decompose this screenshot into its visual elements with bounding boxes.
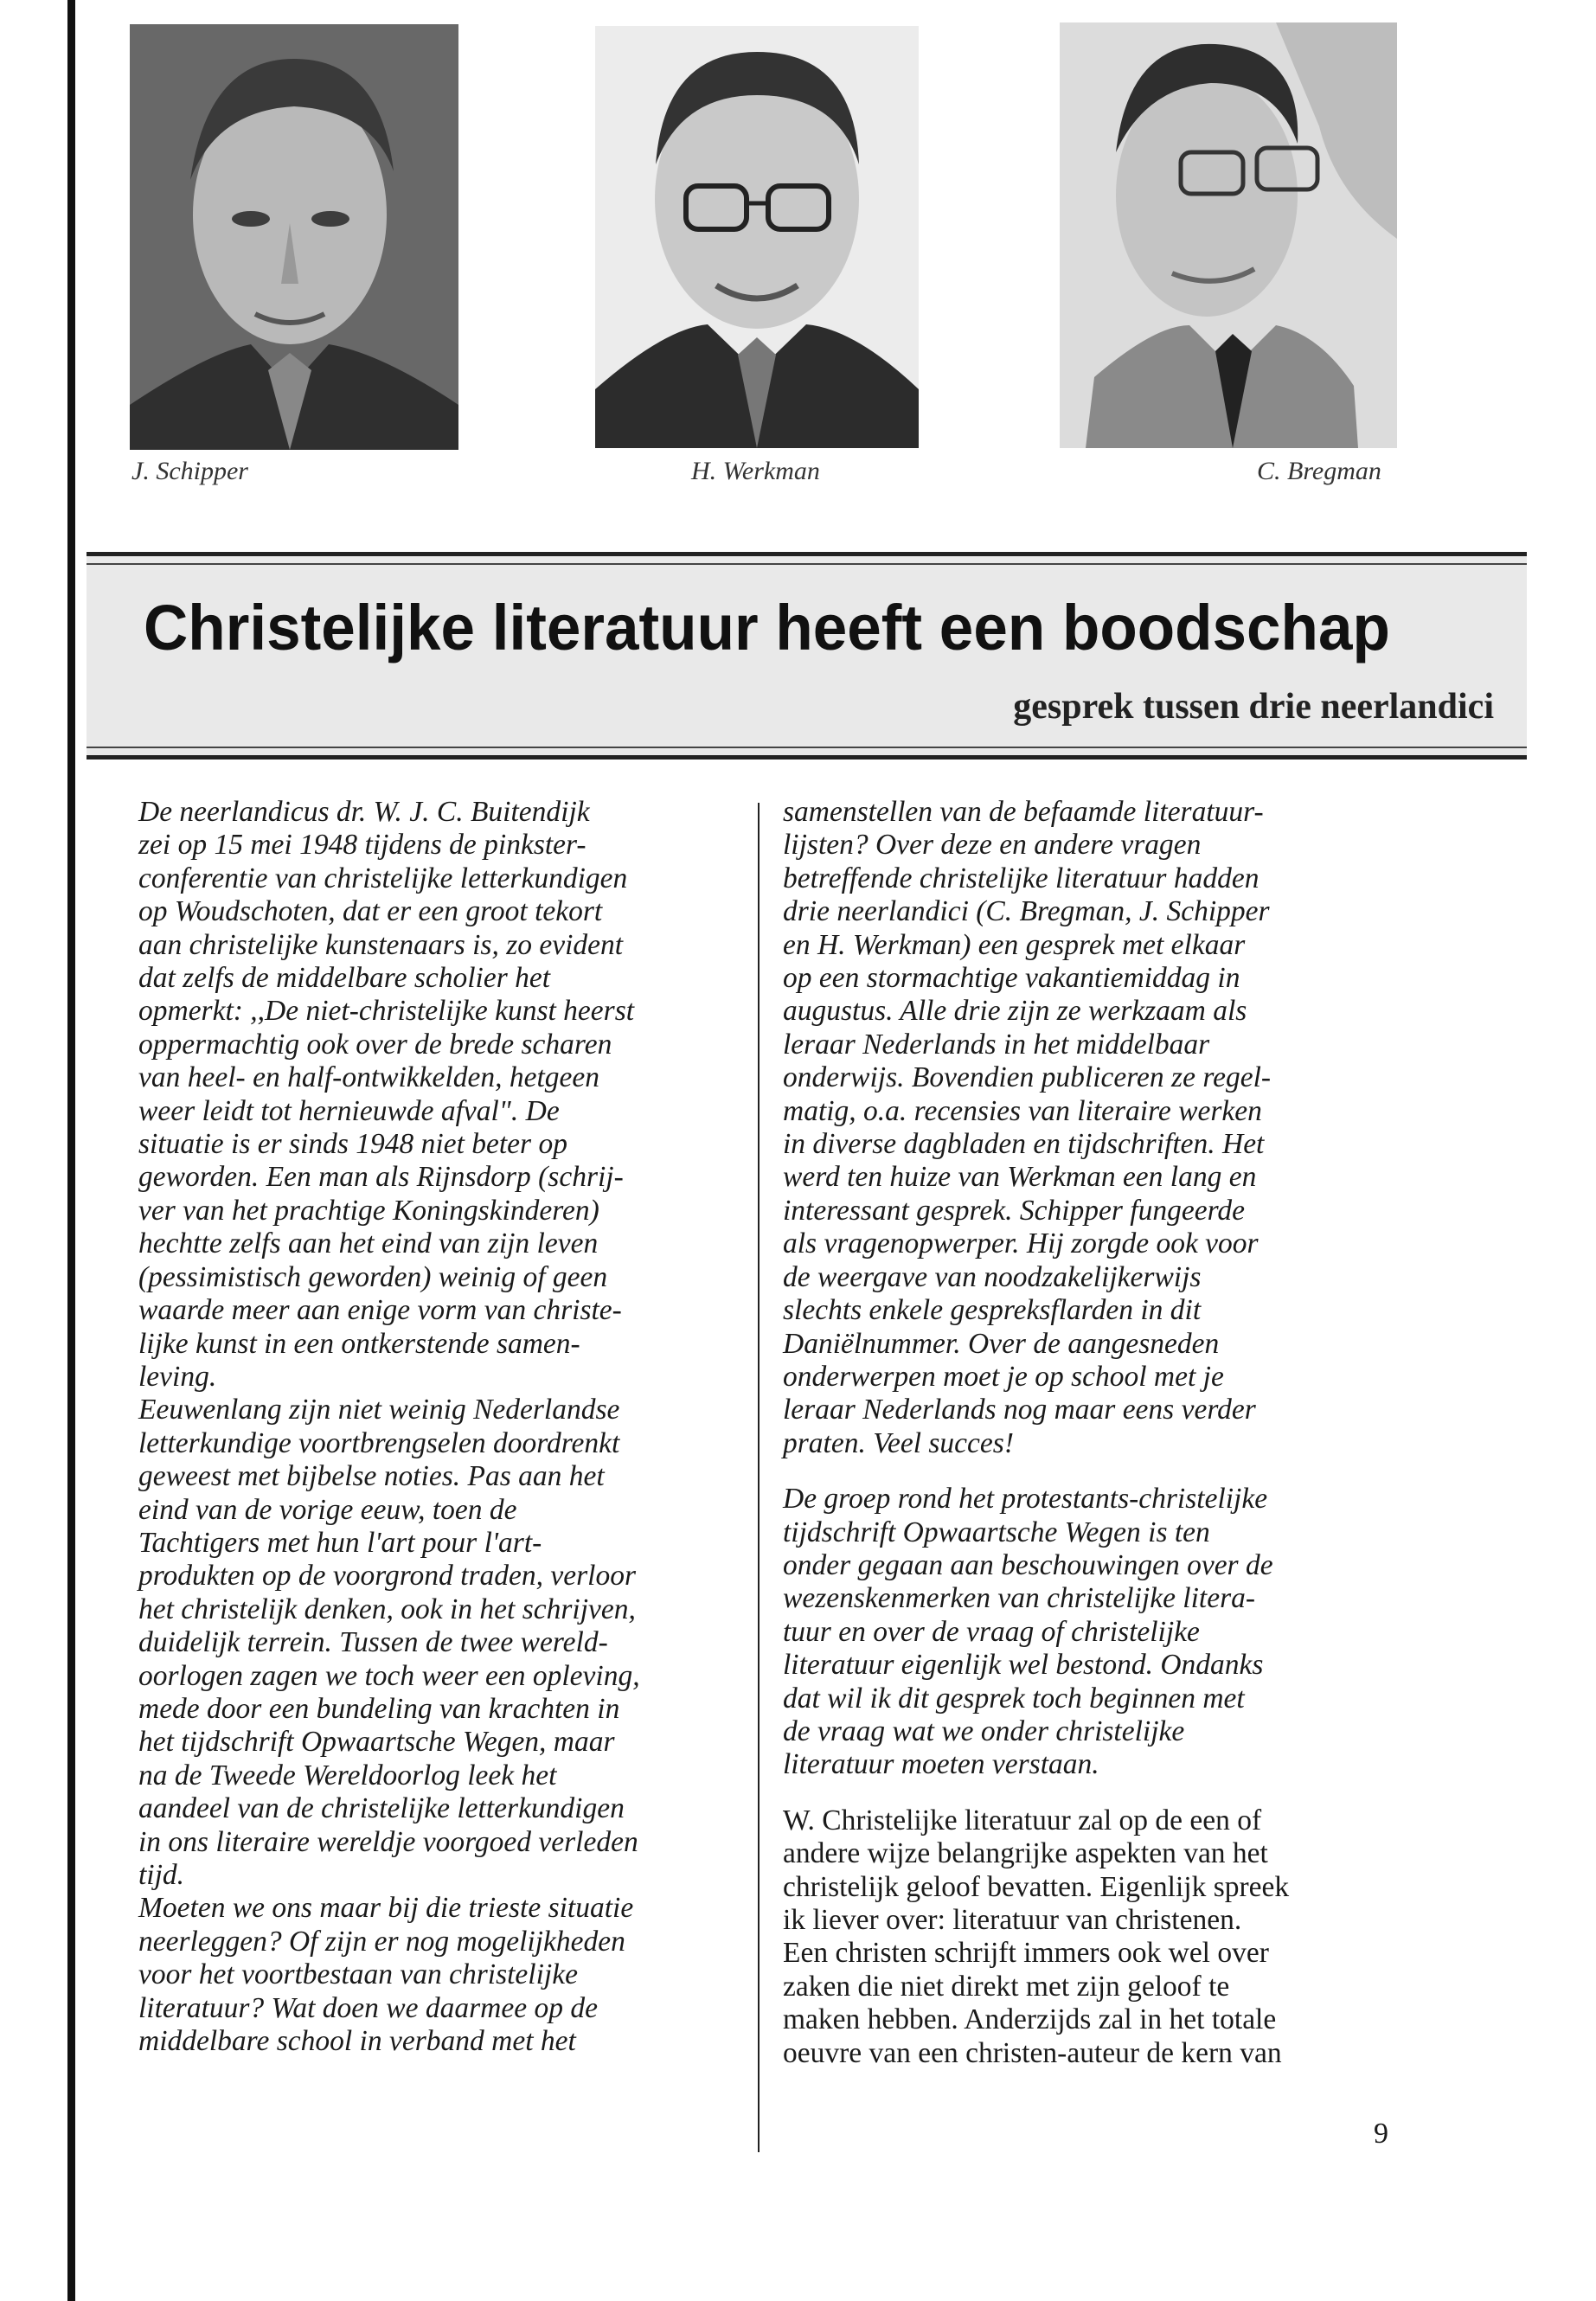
text-line: werd ten huize van Werkman een lang en — [783, 1161, 1257, 1194]
text-line: praten. Veel succes! — [783, 1426, 1014, 1459]
text-line: dat wil ik dit gesprek toch beginnen met — [783, 1682, 1245, 1715]
paragraph-gap — [783, 1782, 1388, 1804]
text-line: andere wijze belangrijke aspekten van het — [783, 1837, 1268, 1870]
text-line: betreffende christelijke literatuur hadden — [783, 862, 1259, 894]
text-line: als vragenopwerper. Hij zorgde ook voor — [783, 1227, 1259, 1260]
column-divider — [758, 803, 760, 2152]
text-line: ik liever over: literatuur van christenen. — [783, 1904, 1242, 1936]
portrait-photo-werkman — [595, 26, 919, 448]
text-line: eind van de vorige eeuw, toen de — [138, 1493, 517, 1526]
article-subtitle: gesprek tussen drie neerlandici — [1013, 687, 1494, 727]
text-line: tuur en over de vraag of christelijke — [783, 1615, 1200, 1648]
text-line: oeuvre van een christen-auteur de kern van — [783, 2036, 1282, 2069]
text-line: Een christen schrijft immers ook wel over — [783, 1937, 1269, 1970]
text-line: de vraag wat we onder christelijke — [783, 1715, 1185, 1747]
text-line: weer leidt tot hernieuwde afval". De — [138, 1094, 560, 1127]
text-line: van heel- en half-ontwikkelden, hetgeen — [138, 1061, 599, 1094]
text-line: na de Tweede Wereldoorlog leek het — [138, 1759, 557, 1791]
title-rule-top — [87, 563, 1527, 565]
text-line: aandeel van de christelijke letterkundigen — [138, 1792, 625, 1825]
text-line: het christelijk denken, ook in het schrijven, — [138, 1593, 636, 1625]
title-band — [87, 552, 1527, 760]
text-line: augustus. Alle drie zijn ze werkzaam als — [783, 995, 1247, 1028]
text-line: letterkundige voortbrengselen doordrenkt — [138, 1426, 620, 1459]
text-line: voor het voortbestaan van christelijke — [138, 1958, 578, 1991]
text-line: De neerlandicus dr. W. J. C. Buitendijk — [138, 796, 590, 828]
text-line: literatuur? Wat doen we daarmee op de — [138, 1991, 598, 2024]
title-rule-bottom — [87, 747, 1527, 748]
text-line: de weergave van noodzakelijkerwijs — [783, 1260, 1202, 1293]
text-line: in ons literaire wereldje voorgoed verleden — [138, 1825, 638, 1858]
text-line: matig, o.a. recensies van literaire werken — [783, 1094, 1262, 1127]
text-line: opmerkt: ,,De niet-christelijke kunst heerst — [138, 995, 635, 1028]
text-line: slechts enkele gespreksflarden in dit — [783, 1294, 1202, 1327]
text-line: Moeten we ons maar bij die trieste situatie — [138, 1892, 634, 1925]
text-line: duidelijk terrein. Tussen de twee wereld- — [138, 1626, 608, 1659]
text-line: oorlogen zagen we toch weer een opleving, — [138, 1659, 640, 1692]
text-line: op Woudschoten, dat er een groot tekort — [138, 895, 603, 928]
text-line: mede door een bundeling van krachten in — [138, 1692, 620, 1725]
right-text-column — [783, 796, 1388, 2070]
text-line: zaken die niet direkt met zijn geloof te — [783, 1970, 1230, 2003]
text-line: drie neerlandici (C. Bregman, J. Schipper — [783, 895, 1270, 928]
text-line: interessant gesprek. Schipper fungeerde — [783, 1194, 1246, 1227]
left-margin-rule — [67, 0, 75, 2301]
paragraph-gap — [783, 1460, 1388, 1483]
text-line: middelbare school in verband met het — [138, 2025, 576, 2058]
text-line: neerleggen? Of zijn er nog mogelijkheden — [138, 1925, 625, 1958]
text-line: aan christelijke kunstenaars is, zo evident — [138, 928, 624, 961]
text-line: christelijk geloof bevatten. Eigenlijk spreek — [783, 1870, 1290, 1903]
text-line: hechtte zelfs aan het eind van zijn leven — [138, 1227, 599, 1260]
left-text-column — [138, 796, 727, 2058]
text-line: het tijdschrift Opwaartsche Wegen, maar — [138, 1726, 615, 1759]
text-line: oppermachtig ook over de brede scharen — [138, 1028, 612, 1061]
text-line: situatie is er sinds 1948 niet beter op — [138, 1128, 567, 1161]
text-line: onderwijs. Bovendien publiceren ze regel- — [783, 1061, 1272, 1094]
text-line: Eeuwenlang zijn niet weinig Nederlandse — [138, 1394, 620, 1426]
article-title: Christelijke literatuur heeft een boodschap — [144, 592, 1390, 663]
photo-caption-bregman: C. Bregman — [1257, 457, 1381, 485]
text-line: W. Christelijke literatuur zal op de een of — [783, 1804, 1262, 1836]
text-line: geworden. Een man als Rijnsdorp (schrij- — [138, 1161, 624, 1194]
portrait-photo-schipper — [130, 24, 458, 450]
text-line: in diverse dagbladen en tijdschriften. Het — [783, 1128, 1265, 1161]
text-line: samenstellen van de befaamde literatuur- — [783, 796, 1264, 828]
text-line: conferentie van christelijke letterkundigen — [138, 862, 628, 894]
text-line: tijdschrift Opwaartsche Wegen is ten — [783, 1516, 1210, 1548]
text-line: op een stormachtige vakantiemiddag in — [783, 962, 1240, 995]
text-line: leving. — [138, 1360, 217, 1393]
text-line: waarde meer aan enige vorm van christe- — [138, 1294, 622, 1327]
text-line: (pessimistisch geworden) weinig of geen — [138, 1260, 608, 1293]
text-line: ver van het prachtige Koningskinderen) — [138, 1194, 599, 1227]
text-line: Tachtigers met hun l'art pour l'art- — [138, 1526, 542, 1559]
text-line: literatuur moeten verstaan. — [783, 1748, 1099, 1781]
text-line: lijke kunst in een ontkerstende samen- — [138, 1327, 580, 1360]
text-line: literatuur eigenlijk wel bestond. Ondanks — [783, 1649, 1264, 1682]
text-line: dat zelfs de middelbare scholier het — [138, 962, 551, 995]
text-line: maken hebben. Anderzijds zal in het totale — [783, 2003, 1277, 2036]
page-number: 9 — [1374, 2118, 1388, 2150]
text-line: leraar Nederlands nog maar eens verder — [783, 1394, 1256, 1426]
text-line: wezenskenmerken van christelijke litera- — [783, 1582, 1256, 1615]
text-line: onderwerpen moet je op school met je — [783, 1360, 1224, 1393]
text-line: en H. Werkman) een gesprek met elkaar — [783, 928, 1246, 961]
text-line: onder gegaan aan beschouwingen over de — [783, 1548, 1273, 1581]
text-line: Daniëlnummer. Over de aangesneden — [783, 1327, 1220, 1360]
photo-caption-schipper: J. Schipper — [131, 457, 248, 485]
text-line: zei op 15 mei 1948 tijdens de pinkster- — [138, 829, 586, 862]
text-line: geweest met bijbelse noties. Pas aan het — [138, 1460, 605, 1493]
text-line: tijd. — [138, 1859, 185, 1891]
text-line: leraar Nederlands in het middelbaar — [783, 1028, 1210, 1061]
text-line: De groep rond het protestants-christelijke — [783, 1483, 1268, 1516]
text-line: produkten op de voorgrond traden, verloor — [138, 1560, 636, 1593]
text-line: lijsten? Over deze en andere vragen — [783, 829, 1202, 862]
photo-caption-werkman: H. Werkman — [691, 457, 820, 485]
portrait-photo-bregman — [1060, 22, 1397, 448]
